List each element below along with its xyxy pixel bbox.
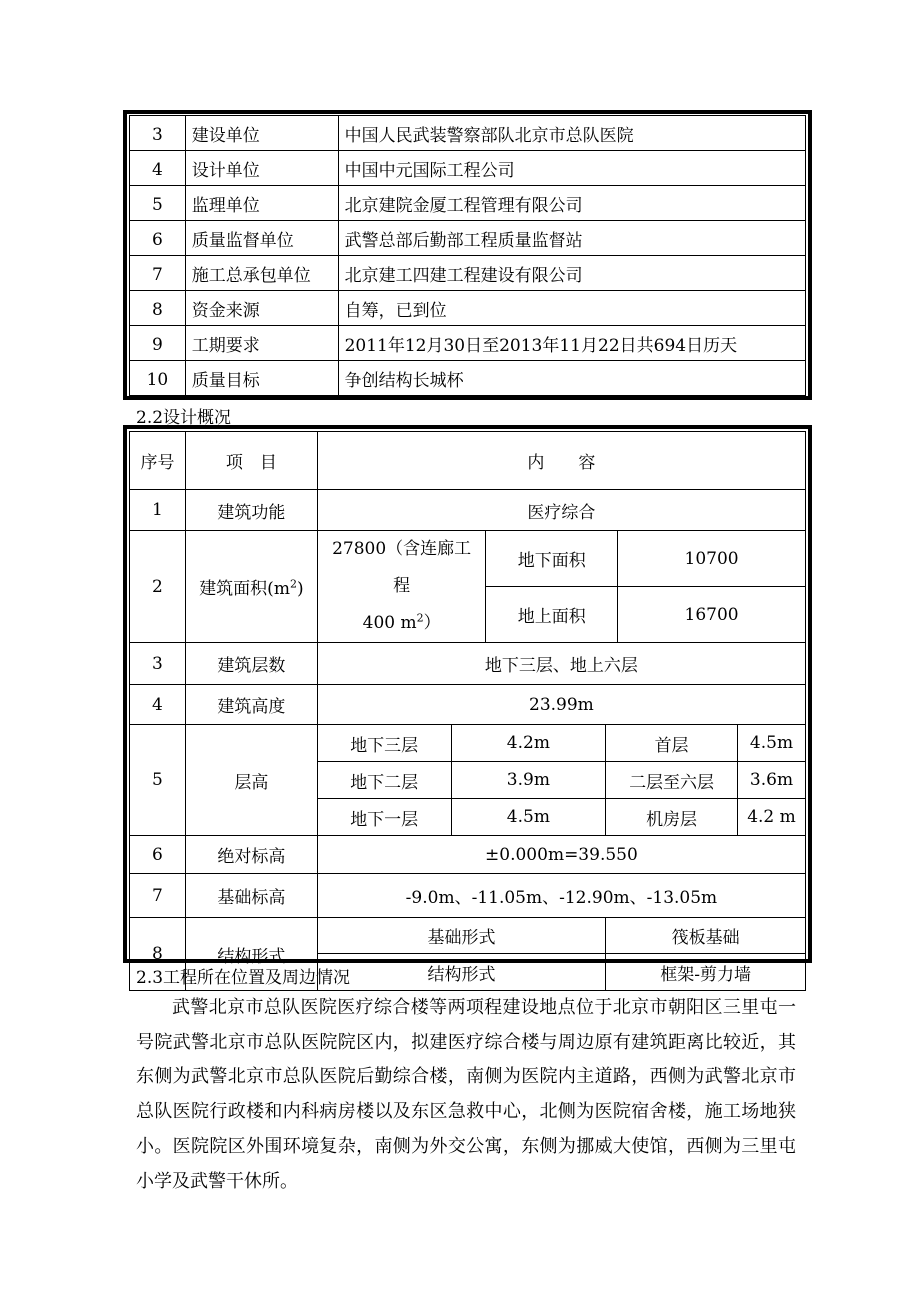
row-content: ±0.000m=39.550: [317, 836, 805, 874]
row-no: 10: [130, 361, 186, 396]
table-row: [130, 361, 806, 396]
row-no: 5: [130, 725, 186, 836]
row-no: 8: [130, 291, 186, 326]
row-item: 建设单位: [185, 116, 338, 151]
row-no: 6: [130, 221, 186, 256]
location-text: 武警北京市总队医院医疗综合楼等两项程建设地点位于北京市朝阳区三里屯一号院武警北京市总队医院院区内，拟建医疗综合楼与周边原有建筑距离比较近，其东侧为武警北京市总队医院后勤综合楼，南侧为医院内主道路，西侧为武警北京市总队医院行政楼和内科病房楼以及东区急救中心，北侧为医院宿舍楼，施工场地狭小。医院院区外围环境复杂，南侧为外交公寓，东侧为挪威大使馆，西侧为三里屯小学及武警干休所。: [136, 997, 796, 1192]
structure-label: 基础形式: [317, 918, 605, 954]
project-info-table: [129, 115, 806, 396]
floor-label: 地下二层: [317, 762, 451, 799]
row-no: 9: [130, 326, 186, 361]
row-content: 中国人民武装警察部队北京市总队医院: [338, 116, 805, 151]
row-content: 自筹，已到位: [338, 291, 805, 326]
structure-label: 结构形式: [317, 954, 605, 991]
row-item: 监理单位: [185, 186, 338, 221]
floor-label: 地下三层: [317, 725, 451, 762]
row-content: 北京建院金厦工程管理有限公司: [338, 186, 805, 221]
row-content: 中国中元国际工程公司: [338, 151, 805, 186]
structure-value: 筏板基础: [606, 918, 806, 954]
floor-label: 首层: [606, 725, 738, 762]
row-content: 争创结构长城杯: [338, 361, 805, 396]
floor-height: 4.2m: [451, 725, 606, 762]
row-content: 北京建工四建工程建设有限公司: [338, 256, 805, 291]
row-item: 资金来源: [185, 291, 338, 326]
row-item: 基础标高: [185, 874, 317, 918]
row-content: 武警总部后勤部工程质量监督站: [338, 221, 805, 256]
row-no: 7: [130, 256, 186, 291]
table-row: [130, 221, 806, 256]
floor-height: 3.6m: [737, 762, 805, 799]
floor-height: 4.5m: [737, 725, 805, 762]
header-content: 内 容: [317, 432, 805, 490]
row-item: 设计单位: [185, 151, 338, 186]
row-content: -9.0m、-11.05m、-12.90m、-13.05m: [317, 874, 805, 918]
header-item: 项 目: [185, 432, 317, 490]
floor-height: 3.9m: [451, 762, 606, 799]
row-no: 8: [130, 918, 186, 991]
row-content: 23.99m: [317, 685, 805, 725]
location-paragraph: [136, 991, 796, 1199]
row-content: 医疗综合: [317, 490, 805, 531]
row-no: 4: [130, 151, 186, 186]
total-area: 27800（含连廊工程 400 $m^2$）: [317, 531, 486, 643]
row-no: 3: [130, 643, 186, 685]
row-item: 绝对标高: [185, 836, 317, 874]
row-item: 结构形式: [185, 918, 317, 991]
row-item: 质量目标: [185, 361, 338, 396]
table-row: [130, 326, 806, 361]
row-no: 3: [130, 116, 186, 151]
row-no: 2: [130, 531, 186, 643]
floor-label: 地下一层: [317, 799, 451, 836]
row-item: 质量监督单位: [185, 221, 338, 256]
aboveground-area-label: 地上面积: [486, 587, 618, 643]
row-item: 建筑面积$(m^2)$: [185, 531, 317, 643]
row-no: 5: [130, 186, 186, 221]
row-item: 建筑高度: [185, 685, 317, 725]
section-2-3-title: 2.3工程所在位置及周边情况: [136, 968, 351, 988]
row-content: 地下三层、地上六层: [317, 643, 805, 685]
aboveground-area-value: 16700: [618, 587, 806, 643]
underground-area-value: 10700: [618, 531, 806, 587]
floor-label: 机房层: [606, 799, 738, 836]
table-row: [130, 151, 806, 186]
floor-height: 4.5m: [451, 799, 606, 836]
design-overview-table: [129, 431, 806, 991]
structure-value: 框架-剪力墙: [606, 954, 806, 991]
row-no: 6: [130, 836, 186, 874]
table-row: [130, 186, 806, 221]
row-item: 层高: [185, 725, 317, 836]
row-item: 工期要求: [185, 326, 338, 361]
row-no: 7: [130, 874, 186, 918]
row-no: 1: [130, 490, 186, 531]
table-row: [130, 116, 806, 151]
row-no: 4: [130, 685, 186, 725]
floor-height: 4.2 m: [737, 799, 805, 836]
header-no: 序号: [130, 432, 186, 490]
row-item: 建筑功能: [185, 490, 317, 531]
section-2-2-title: 2.2设计概况: [136, 408, 232, 428]
table-row: [130, 256, 806, 291]
row-content: 2011年12月30日至2013年11月22日共694日历天: [338, 326, 805, 361]
floor-label: 二层至六层: [606, 762, 738, 799]
table-row: [130, 291, 806, 326]
row-item: 施工总承包单位: [185, 256, 338, 291]
underground-area-label: 地下面积: [486, 531, 618, 587]
row-item: 建筑层数: [185, 643, 317, 685]
